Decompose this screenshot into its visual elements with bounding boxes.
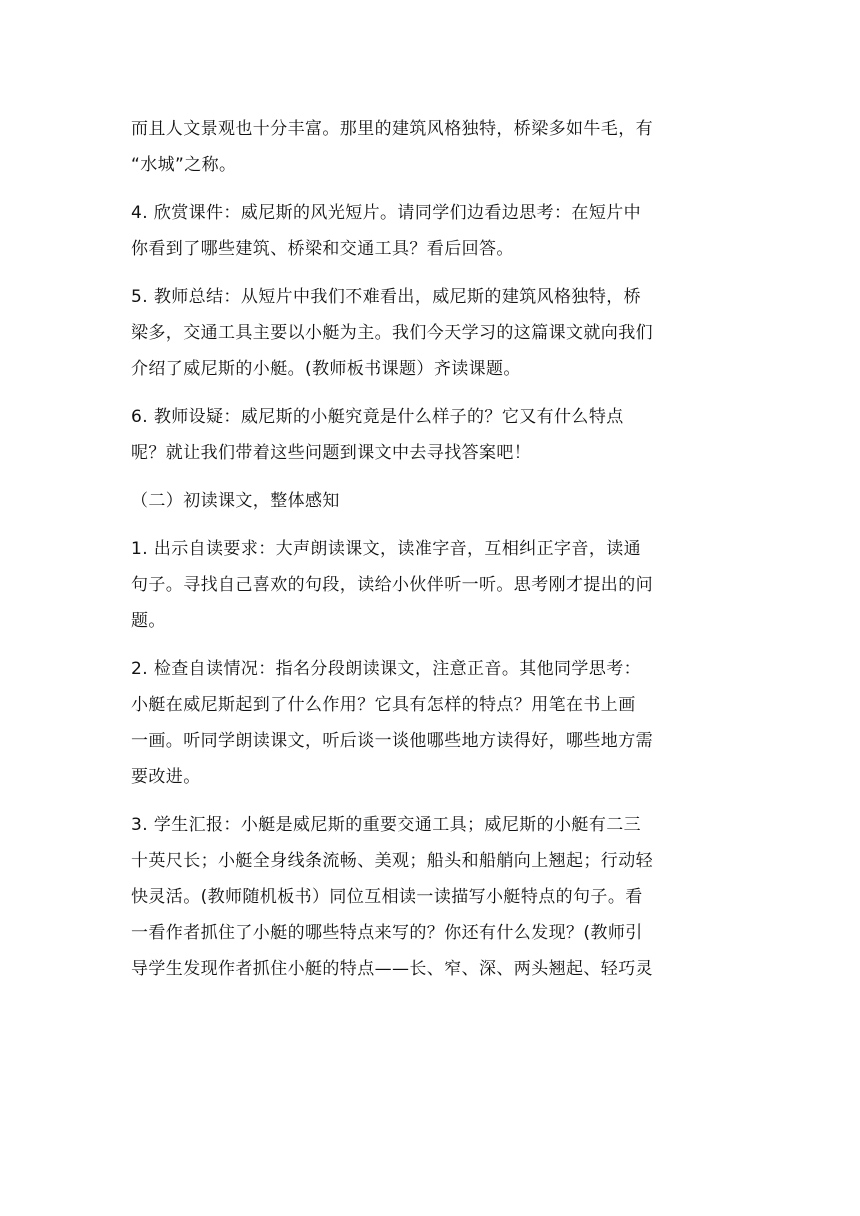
text-line: 3. 学生汇报：小艇是威尼斯的重要交通工具；威尼斯的小艇有二三: [131, 815, 642, 835]
text-line: 快灵活。(教师随机板书）同位互相读一读描写小艇特点的句子。看: [131, 887, 643, 907]
text-line: 梁多，交通工具主要以小艇为主。我们今天学习的这篇课文就向我们: [131, 323, 653, 343]
text-line: 你看到了哪些建筑、桥梁和交通工具？看后回答。: [131, 239, 514, 259]
text-line: 句子。寻找自己喜欢的句段，读给小伙伴听一听。思考刚才提出的问: [131, 575, 653, 595]
paragraph-intro-continuation: [131, 111, 729, 183]
text-line: “水城”之称。: [131, 155, 237, 175]
text-line: 呢？就让我们带着这些问题到课文中去寻找答案吧！: [131, 443, 532, 463]
paragraph-step-3: [131, 807, 729, 987]
paragraph-step-4: [131, 195, 729, 267]
paragraph-step-5: [131, 279, 729, 387]
text-line: 一看作者抓住了小艇的哪些特点来写的？你还有什么发现？(教师引: [131, 923, 643, 943]
section-heading: （二）初读课文，整体感知: [131, 491, 340, 511]
paragraph-step-2: [131, 651, 729, 795]
text-line: 4. 欣赏课件：威尼斯的风光短片。请同学们边看边思考：在短片中: [131, 203, 642, 223]
text-line: 6. 教师设疑：威尼斯的小艇究竟是什么样子的？它又有什么特点: [131, 407, 624, 427]
text-line: 5. 教师总结：从短片中我们不难看出，威尼斯的建筑风格独特，桥: [131, 287, 642, 307]
paragraph-step-6: [131, 399, 729, 471]
paragraph-step-1: [131, 531, 729, 639]
text-line: 2. 检查自读情况：指名分段朗读课文，注意正音。其他同学思考：: [131, 659, 642, 679]
text-line: 题。: [131, 611, 166, 631]
text-line: 小艇在威尼斯起到了什么作用？它具有怎样的特点？用笔在书上画: [131, 695, 636, 715]
text-line: 导学生发现作者抓住小艇的特点——长、窄、深、两头翘起、轻巧灵: [131, 959, 653, 979]
text-line: 1. 出示自读要求：大声朗读课文，读准字音，互相纠正字音，读通: [131, 539, 642, 559]
text-line: 而且人文景观也十分丰富。那里的建筑风格独特，桥梁多如牛毛，有: [131, 119, 653, 139]
text-line: 要改进。: [131, 767, 201, 787]
text-line: 一画。听同学朗读课文，听后谈一谈他哪些地方读得好，哪些地方需: [131, 731, 653, 751]
text-line: 十英尺长；小艇全身线条流畅、美观；船头和船艄向上翘起；行动轻: [131, 851, 653, 871]
text-line: 介绍了威尼斯的小艇。(教师板书课题）齐读课题。: [131, 359, 521, 379]
document-body: [131, 111, 729, 999]
